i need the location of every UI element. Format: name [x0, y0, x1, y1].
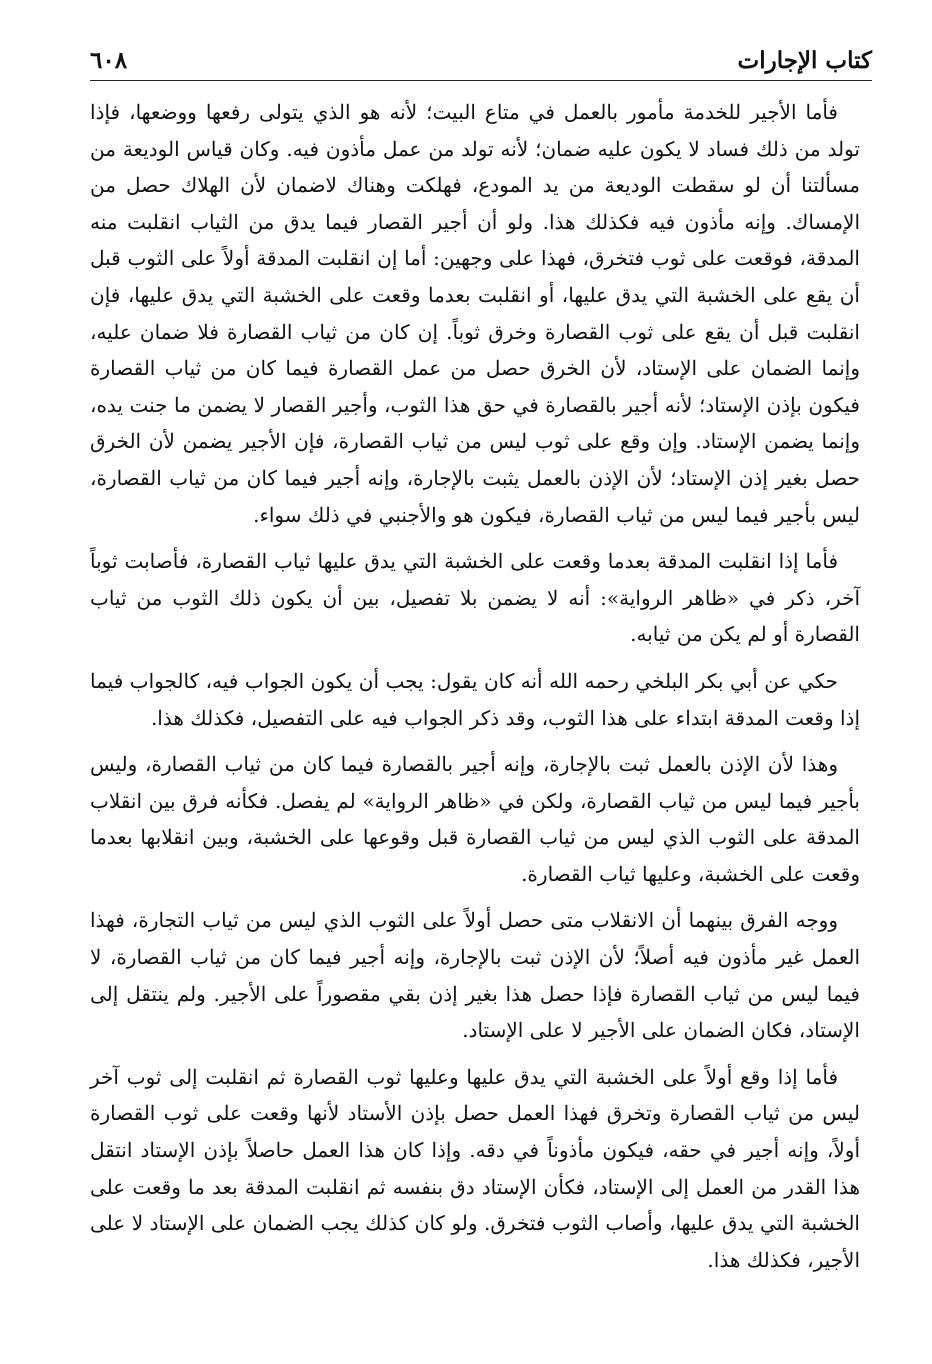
- paragraph: فأما الأجير للخدمة مأمور بالعمل في متاع البيت؛ لأنه هو الذي يتولى رفعها ووضعها، فإذا تولد من ذلك فساد لا يكون عليه ضمان؛ لأنه تولد من عمل مأذون فيه. وكان قياس الوديعة من مسألتنا أن لو سقطت الوديعة من يد المودع، فهلكت وهناك لاضمان لأن الهلاك حصل من الإمساك. وإنه مأذون فيه فكذلك هذا. ولو أن أجير القصار فيما يدق من الثياب انقلبت منه المدقة، فوقعت على ثوب فتخرق، فهذا على وجهين: أما إن انقلبت المدقة أولاً على الثوب قبل أن يقع على الخشبة التي يدق عليها، أو انقلبت بعدما وقعت على الخشبة التي يدق عليها، فإن انقلبت قبل أن يقع على ثوب القصارة وخرق ثوباً. إن كان من ثياب القصارة فلا ضمان عليه، وإنما الضمان على الإستاد، لأن الخرق حصل من عمل القصارة فيما كان من ثياب القصارة فيكون بإذن الإستاد؛ لأنه أجير بالقصارة في حق هذا الثوب، وأجير القصار لا يضمن ما جنت يده، وإنما يضمن الإستاد. وإن وقع على ثوب ليس من ثياب القصارة، فإن الأجير يضمن لأن الخرق حصل بغير إذن الإستاد؛ لأن الإذن بالعمل يثبت بالإجارة، وإنه أجير فيما كان من ثياب القصارة، ليس بأجير فيما ليس من ثياب القصارة، فيكون هو والأجنبي في ذلك سواء.: [90, 100, 860, 527]
- paragraph: حكي عن أبي بكر البلخي رحمه الله أنه كان يقول: يجب أن يكون الجواب فيه، كالجواب فيما إذا وقعت المدقة ابتداء على هذا الثوب، وقد ذكر الجواب فيه على التفصيل، فكذلك هذا.: [90, 668, 860, 730]
- header-divider: [90, 80, 872, 81]
- page-header: [90, 34, 872, 74]
- paragraph: فأما إذا وقع أولاً على الخشبة التي يدق عليها وعليها ثوب القصارة ثم انقلبت إلى ثوب آخر ليس من ثياب القصارة وتخرق فهذا العمل حصل بإذن الأستاد لأنها وقعت على ثوب القصارة أولاً، وإنه أجير في حقه، فيكون مأذوناً في دقه. وإذا كان هذا العمل حاصلاً بإذن الإستاد انتقل هذا القدر من العمل إلى الإستاد، فكأن الإستاد دق بنفسه ثم انقلبت المدقة بعد ما وقعت على الخشبة التي يدق عليها، وأصاب الثوب فتخرق. ولو كان كذلك يجب الضمان على الإستاد لا على الأجير، فكذلك هذا.: [90, 1064, 860, 1272]
- paragraph: وهذا لأن الإذن بالعمل ثبت بالإجارة، وإنه أجير بالقصارة فيما كان من ثياب القصارة، وليس بأجير فيما ليس من ثياب القصارة، ولكن في «ظاهر الرواية» لم يفصل. فكأنه فرق بين انقلاب المدقة على الثوب الذي ليس من ثياب القصارة قبل وقوعها على الخشبة، وبين انقلابها بعدما وقعت على الخشبة، وعليها ثياب القصارة.: [90, 752, 860, 886]
- book-title: كتاب الإجارات: [737, 47, 872, 74]
- page-body: [90, 94, 860, 1344]
- paragraph: فأما إذا انقلبت المدقة بعدما وقعت على الخشبة التي يدق عليها ثياب القصارة، فأصابت ثوباً آخر، ذكر في «ظاهر الرواية»: أنه لا يضمن بلا تفصيل، بين أن يكون ذلك الثوب من ثياب القصارة أو لم يكن من ثيابه.: [90, 549, 860, 647]
- page-number: ٦٠٨: [90, 47, 128, 74]
- paragraph: ووجه الفرق بينهما أن الانقلاب متى حصل أولاً على الثوب الذي ليس من ثياب التجارة، فهذا العمل غير مأذون فيه أصلاً؛ لأن الإذن ثبت بالإجارة، وإنه أجير فيما كان من ثياب القصارة، لا فيما ليس من ثياب القصارة فإذا حصل هذا بغير إذن بقي مقصوراً على الأجير. ولم ينتقل إلى الإستاد، فكان الضمان على الأجير لا على الإستاد.: [90, 908, 860, 1043]
